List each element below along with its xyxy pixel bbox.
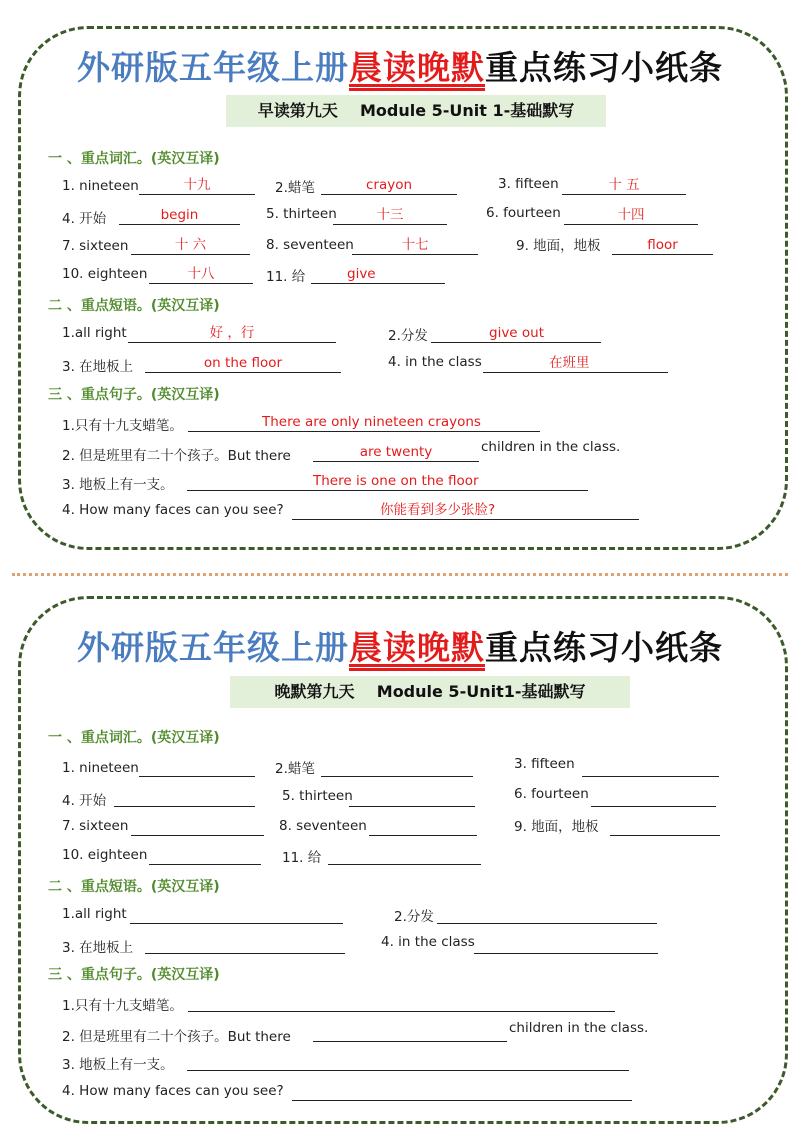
answer-line: [292, 501, 639, 520]
answer-line[interactable]: [131, 817, 264, 836]
vocab-question: 2.蜡笔: [275, 180, 315, 196]
vocab-question: 6. fourteen: [514, 786, 589, 802]
answer-line: [612, 236, 713, 255]
answer-line[interactable]: [149, 846, 261, 865]
evening-vocab-heading: 一 、重点词汇。(英汉互译): [48, 730, 220, 746]
evening-sentence-heading: 三 、重点句子。(英汉互译): [48, 967, 220, 983]
answer-line: [483, 354, 668, 373]
morning-sentence-heading: 三 、重点句子。(英汉互译): [48, 387, 220, 403]
sentence-question: 1.只有十九支蜡笔。: [62, 418, 183, 434]
answer-text: are twenty: [359, 444, 433, 460]
vocab-question: 3. fifteen: [498, 176, 559, 192]
answer-text: floor: [647, 237, 678, 253]
answer-text: There is one on the floor: [313, 473, 479, 489]
answer-line[interactable]: [610, 817, 720, 836]
phrase-question: 2.分发: [388, 328, 428, 344]
answer-text: give out: [489, 325, 545, 341]
answer-line: [564, 206, 698, 225]
page-title-evening: 外研版五年级上册晨读晚默重点练习小纸条: [77, 628, 723, 667]
morning-vocab-heading: 一 、重点词汇。(英汉互译): [48, 151, 220, 167]
sentence-question: 3. 地板上有一支。: [62, 1057, 174, 1073]
answer-line: [311, 265, 445, 284]
answer-line[interactable]: [437, 905, 657, 924]
answer-line[interactable]: [145, 935, 345, 954]
answer-line[interactable]: [321, 758, 473, 777]
answer-line: [139, 176, 255, 195]
evening-banner: 晚默第九天 Module 5-Unit1-基础默写: [230, 676, 630, 708]
answer-text: 你能看到多少张脸?: [380, 502, 496, 518]
vocab-question: 11. 给: [266, 269, 306, 285]
answer-line: [145, 354, 341, 373]
answer-text: give: [347, 266, 376, 282]
answer-text: 十七: [401, 237, 429, 253]
vocab-question: 5. thirteen: [266, 206, 337, 222]
sentence-question: 2. 但是班里有二十个孩子。But there: [62, 1029, 291, 1045]
phrase-question: 3. 在地板上: [62, 359, 134, 375]
answer-line: [313, 443, 479, 462]
sentence-question: 4. How many faces can you see?: [62, 502, 284, 518]
phrase-question: 1.all right: [62, 906, 127, 922]
vocab-question: 8. seventeen: [279, 818, 367, 834]
answer-line[interactable]: [313, 1023, 507, 1042]
answer-text: There are only nineteen crayons: [262, 414, 481, 430]
answer-line: [431, 324, 601, 343]
answer-text: crayon: [365, 177, 413, 193]
vocab-question: 7. sixteen: [62, 238, 129, 254]
vocab-question: 3. fifteen: [514, 756, 575, 772]
sentence-continuation: children in the class.: [509, 1020, 649, 1036]
vocab-question: 4. 开始: [62, 793, 107, 809]
vocab-question: 10. eighteen: [62, 266, 148, 282]
evening-phrase-heading: 二 、重点短语。(英汉互译): [48, 879, 220, 895]
vocab-question: 9. 地面，地板: [514, 819, 599, 835]
answer-line: [352, 236, 478, 255]
page-title: 外研版五年级上册晨读晚默重点练习小纸条: [77, 48, 723, 87]
sentence-question: 3. 地板上有一支。: [62, 477, 174, 493]
answer-line: [187, 472, 588, 491]
answer-text: on the floor: [203, 355, 283, 371]
answer-line[interactable]: [328, 846, 481, 865]
answer-line: [562, 176, 686, 195]
answer-line[interactable]: [591, 788, 716, 807]
vocab-question: 5. thirteen: [282, 788, 353, 804]
phrase-question: 4. in the class: [381, 934, 475, 950]
phrase-question: 3. 在地板上: [62, 940, 134, 956]
sentence-question: 4. How many faces can you see?: [62, 1083, 284, 1099]
vocab-question: 10. eighteen: [62, 847, 148, 863]
answer-text: 十 五: [608, 177, 640, 193]
answer-line: [188, 413, 540, 432]
answer-text: 十 六: [174, 237, 207, 253]
answer-text: 十九: [183, 177, 211, 193]
sentence-question: 2. 但是班里有二十个孩子。But there: [62, 448, 291, 464]
answer-line[interactable]: [369, 817, 477, 836]
answer-line[interactable]: [130, 905, 343, 924]
morning-banner: 早读第九天 Module 5-Unit 1-基础默写: [226, 95, 606, 127]
vocab-question: 1. nineteen: [62, 760, 139, 776]
phrase-question: 4. in the class: [388, 354, 482, 370]
answer-text: 十三: [376, 207, 404, 223]
vocab-question: 6. fourteen: [486, 205, 561, 221]
answer-text: 好 ，行: [209, 325, 255, 341]
dotted-divider: [12, 573, 788, 576]
answer-line[interactable]: [139, 758, 255, 777]
answer-text: 十四: [617, 207, 645, 223]
answer-line[interactable]: [114, 788, 255, 807]
vocab-question: 9. 地面，地板: [516, 238, 601, 254]
answer-line[interactable]: [292, 1082, 632, 1101]
vocab-question: 8. seventeen: [266, 237, 354, 253]
vocab-question: 1. nineteen: [62, 178, 139, 194]
vocab-question: 11. 给: [282, 850, 322, 866]
vocab-question: 4. 开始: [62, 211, 107, 227]
answer-line[interactable]: [187, 1052, 629, 1071]
vocab-question: 7. sixteen: [62, 818, 129, 834]
answer-line[interactable]: [188, 993, 615, 1012]
answer-text: 十八: [187, 266, 215, 282]
vocab-question: 2.蜡笔: [275, 761, 315, 777]
morning-phrase-heading: 二 、重点短语。(英汉互译): [48, 298, 220, 314]
sentence-question: 1.只有十九支蜡笔。: [62, 998, 183, 1014]
answer-line[interactable]: [474, 935, 658, 954]
answer-line: [119, 206, 240, 225]
answer-line: [333, 206, 447, 225]
answer-line: [128, 324, 336, 343]
answer-line: [131, 236, 250, 255]
answer-text: begin: [160, 207, 199, 223]
answer-text: 在班里: [549, 355, 590, 371]
answer-line[interactable]: [582, 758, 719, 777]
answer-line[interactable]: [349, 788, 475, 807]
sentence-continuation: children in the class.: [481, 439, 621, 455]
phrase-question: 2.分发: [394, 909, 434, 925]
answer-line: [149, 265, 253, 284]
answer-line: [321, 176, 457, 195]
phrase-question: 1.all right: [62, 325, 127, 341]
